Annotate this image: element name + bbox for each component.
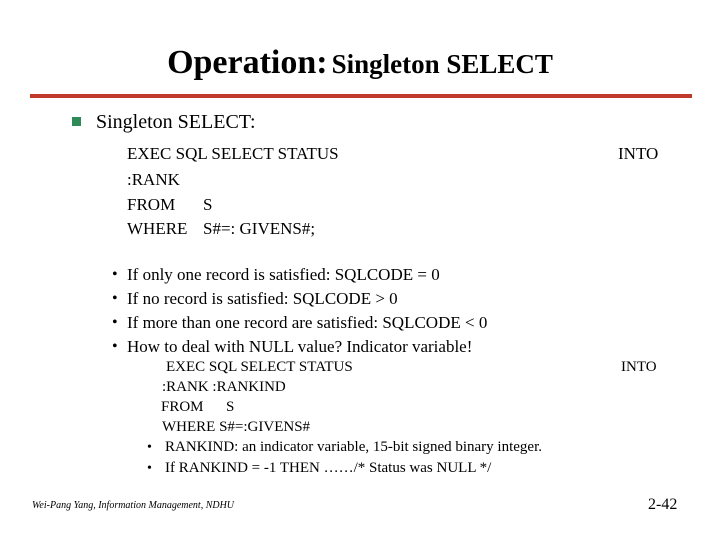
- bullet-dot-icon: •: [147, 440, 152, 455]
- code1-into: INTO: [618, 144, 659, 163]
- code1-where-keyword: WHERE: [127, 219, 188, 238]
- code2-from-value: S: [226, 399, 235, 415]
- bullet-label: Singleton SELECT:: [96, 111, 256, 133]
- title-divider: [30, 94, 692, 98]
- title-main: Operation:: [167, 44, 328, 81]
- bullet-dot-icon: •: [147, 461, 152, 476]
- inner-bullet-2: If RANKIND = -1 THEN ……/* Status was NULL */: [165, 460, 492, 476]
- sub-bullet-3: If more than one record are satisfied: SQLCODE < 0: [127, 313, 488, 332]
- bullet-dot-icon: •: [112, 338, 118, 355]
- code1-from-value: S: [203, 195, 213, 214]
- sub-bullet-2: If no record is satisfied: SQLCODE > 0: [127, 289, 398, 308]
- title-sub: Singleton SELECT: [331, 49, 553, 79]
- code1-line2: :RANK: [127, 170, 180, 189]
- code1-from-keyword: FROM: [127, 195, 176, 214]
- code2-line1: EXEC SQL SELECT STATUS: [166, 359, 353, 375]
- bullet-dot-icon: •: [112, 290, 118, 307]
- code1-line1: EXEC SQL SELECT STATUS: [127, 144, 339, 163]
- code2-from-keyword: FROM: [161, 399, 204, 415]
- square-bullet-icon: [72, 117, 81, 126]
- bullet-dot-icon: •: [112, 314, 118, 331]
- footer-author: Wei-Pang Yang, Information Management, NDHU: [32, 500, 235, 511]
- bullet-dot-icon: •: [112, 266, 118, 283]
- code1-where-value: S#=: GIVENS#;: [203, 219, 316, 238]
- sub-bullet-4: How to deal with NULL value? Indicator variable!: [127, 337, 473, 356]
- code2-into: INTO: [621, 359, 657, 375]
- sub-bullet-1: If only one record is satisfied: SQLCODE = 0: [127, 265, 440, 284]
- code2-line4: WHERE S#=:GIVENS#: [162, 419, 311, 435]
- code2-line2: :RANK :RANKIND: [162, 379, 286, 395]
- page-number: 2-42: [648, 496, 678, 513]
- inner-bullet-1: RANKIND: an indicator variable, 15-bit signed binary integer.: [165, 439, 542, 455]
- slide-title: [0, 44, 720, 82]
